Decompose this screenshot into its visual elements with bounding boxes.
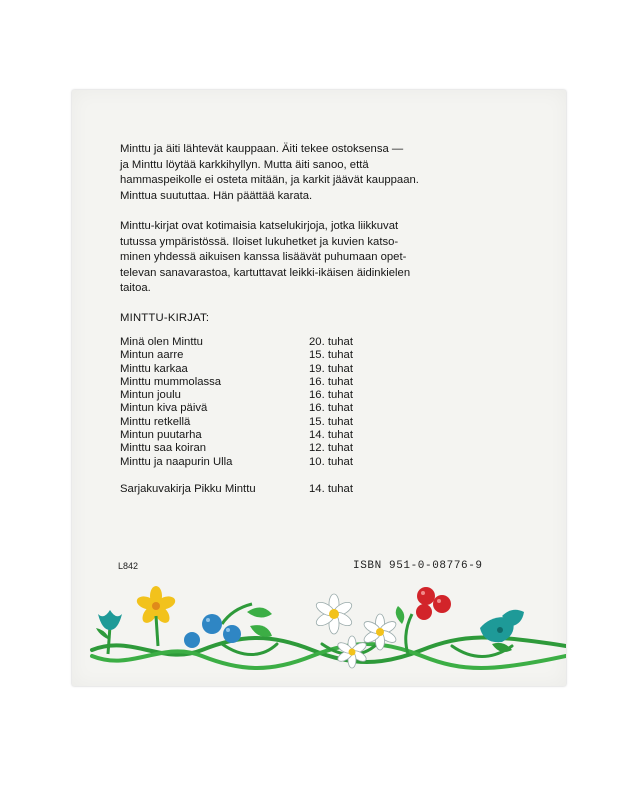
book-printing: 16. tuhat [309,375,353,388]
book-row [120,442,380,455]
book-printing: 14. tuhat [309,429,353,442]
description-line: Minttu ja äiti lähtevät kauppaan. Äiti tekee ostoksensa — [120,143,404,155]
description-paragraph-2 [120,219,465,297]
description-line: televan sanavarastoa, kartuttavat leikki-ikäisen äidinkielen [120,266,411,279]
book-title: Minttu mummolassa [120,375,222,388]
teal-flower-cluster [480,610,524,652]
book-printing: 16. tuhat [309,389,353,402]
book-row [120,456,380,469]
book-title: Mintun joulu [120,389,181,402]
description-paragraph-1 [120,142,480,204]
isbn-number: ISBN 951-0-08776-9 [353,560,483,572]
book-title: Minttu ja naapurin Ulla [120,455,233,468]
book-row [120,363,380,376]
book-title: Minttu saa koiran [120,442,207,455]
series-heading: MINTTU-KIRJAT: [120,312,210,324]
book-row [120,389,380,402]
description-line: Minttua suututtaa. Hän päättää karata. [120,189,313,202]
braided-vine [92,637,566,668]
book-back-cover [72,90,566,686]
book-row [120,376,380,389]
book-row [120,349,380,362]
book-title: Mintun puutarha [120,429,202,442]
book-printing: 19. tuhat [309,362,353,375]
book-title: Minä olen Minttu [120,336,203,348]
book-printing: 12. tuhat [309,442,353,455]
book-list [120,336,380,469]
book-title: Mintun aarre [120,349,184,362]
floral-border-illustration [72,584,566,684]
book-printing: 10. tuhat [309,455,353,468]
book-printing: 14. tuhat [309,483,353,495]
comic-book-row [120,483,380,497]
book-printing: 15. tuhat [309,349,353,362]
book-row [120,336,380,349]
description-line: tutussa ympäristössä. Iloiset lukuhetket ja kuvien katso- [120,235,399,248]
book-title: Minttu retkellä [120,415,191,428]
description-line: ja Minttu löytää karkkihyllyn. Mutta äiti sanoo, että [120,158,369,171]
description-line: Minttu-kirjat ovat kotimaisia katselukirjoja, jotka liikkuvat [120,220,399,232]
book-title: Sarjakuvakirja Pikku Minttu [120,483,256,495]
book-title: Mintun kiva päivä [120,402,208,415]
description-line: taitoa. [120,282,151,295]
book-printing: 15. tuhat [309,415,353,428]
blueberries [184,604,272,648]
book-row [120,416,380,429]
description-line: minen yhdessä aikuisen kanssa lisäävät puhumaan opet- [120,251,407,264]
book-title: Minttu karkaa [120,362,188,375]
yellow-flower [135,586,177,646]
daisy-flower [314,594,354,634]
product-code: L842 [118,561,139,571]
book-printing: 20. tuhat [309,336,353,348]
book-row [120,402,380,415]
description-line: hammaspeikolle ei osteta mitään, ja karkit jäävät kauppaan. [120,174,419,187]
book-printing: 16. tuhat [309,402,353,415]
book-row [120,429,380,442]
